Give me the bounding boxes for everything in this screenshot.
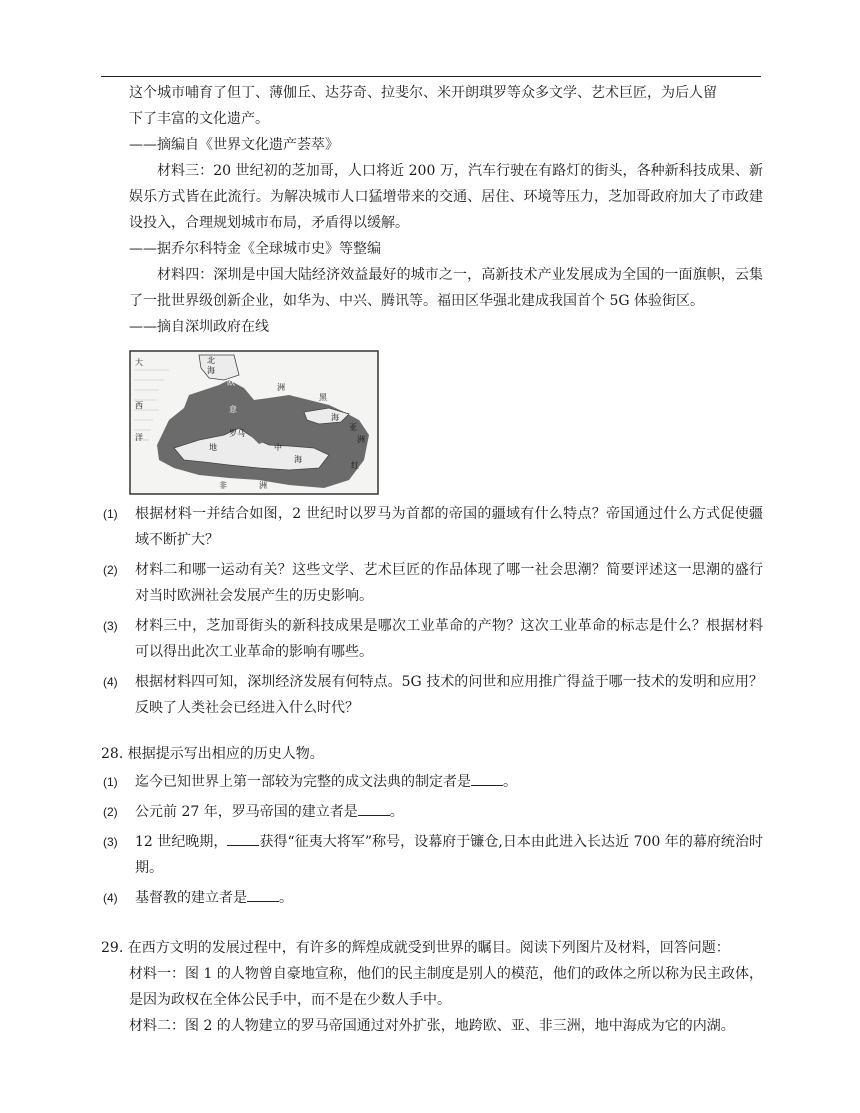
map-label-medi-3: 海	[294, 455, 302, 464]
question-text-after: 。	[503, 774, 517, 790]
map-label-asia-2: 洲	[357, 435, 365, 444]
map-label-rome: 罗马	[229, 429, 245, 438]
question-number: (2)	[103, 805, 118, 819]
question-item	[101, 799, 763, 825]
question-text	[135, 829, 763, 881]
question-item	[101, 557, 763, 609]
question-29-material-2: 材料二：图 2 的人物建立的罗马帝国通过对外扩张，地跨欧、亚、非三洲，地中海成为它的内湖。	[129, 1018, 735, 1034]
question-text-before: 12 世纪晚期，	[135, 834, 228, 850]
roman-empire-map	[129, 350, 379, 495]
question-text	[135, 799, 763, 825]
material-2-source: ——摘编自《世界文化遗产荟萃》	[129, 137, 339, 153]
question-text: 根据材料一并结合如图，2 世纪时以罗马为首都的帝国的疆域有什么特点？帝国通过什么方式促使疆域不断扩大？	[135, 506, 763, 548]
question-29-heading: 29. 在西方文明的发展过程中，有许多的辉煌成就受到世界的瞩目。阅读下列图片及材料，回答问题：	[101, 940, 730, 956]
question-text	[135, 769, 763, 795]
material-3-text: 材料三：20 世纪初的芝加哥，人口将近 200 万，汽车行驶在有路灯的街头，各种新科技成果、新娱乐方式皆在此流行。为解决城市人口猛增带来的交通、居住、环境等压力，芝加哥政府加大了市政建设投入，合理规划城市布局，矛盾得以缓解。	[129, 163, 763, 231]
map-label-asia-1: 亚	[349, 423, 357, 432]
question-28-heading: 28. 根据提示写出相应的历史人物。	[101, 746, 324, 762]
map-label-black-sea: 海	[331, 413, 339, 422]
question-number: (4)	[103, 675, 118, 689]
material-3-source: ——据乔尔科特金《全球城市史》等整编	[129, 241, 381, 257]
material-4-text: 材料四：深圳是中国大陆经济效益最好的城市之一，高新技术产业发展成为全国的一面旗帜，云集了一批世界级创新企业，如华为、中兴、腾讯等。福田区华强北建成我国首个 5G 体验街区。	[129, 267, 763, 309]
map-label-sea: 海	[207, 366, 215, 375]
question-text-after: 。	[389, 804, 404, 820]
map-label-north: 北	[207, 356, 215, 365]
question-item	[101, 769, 763, 795]
map-label-west: 西	[135, 401, 143, 410]
question-28-list	[101, 769, 763, 911]
map-label-europe-1: 欧	[227, 378, 235, 387]
map-label-medi-2: 中	[274, 443, 282, 452]
answer-blank[interactable]	[247, 885, 279, 902]
question-text: 根据材料四可知，深圳经济发展有何特点。5G 技术的问世和应用推广得益于哪一技术的发明和应用？反映了人类社会已经进入什么时代？	[135, 674, 763, 716]
question-number: (1)	[103, 775, 118, 789]
question-text	[135, 885, 763, 911]
document-page	[101, 80, 763, 1039]
map-label-africa-2: 洲	[259, 481, 267, 490]
question-number: (1)	[103, 507, 118, 521]
map-label-black: 黑	[319, 393, 327, 402]
question-number: (3)	[103, 619, 118, 633]
answer-blank[interactable]	[227, 829, 259, 846]
map-label-italy: 意	[229, 405, 237, 414]
question-item	[101, 669, 763, 721]
question-text: 材料三中，芝加哥街头的新科技成果是哪次工业革命的产物？这次工业革命的标志是什么？根据材料可以得出此次工业革命的影响有哪些。	[135, 618, 763, 660]
question-27-list	[101, 501, 763, 721]
question-item	[101, 501, 763, 553]
map-label-africa-1: 非	[219, 481, 227, 490]
material-4-source: ——摘自深圳政府在线	[129, 319, 269, 335]
map-label-europe-2: 洲	[277, 383, 285, 392]
question-item	[101, 829, 763, 881]
map-label-ocean-1: 大	[135, 358, 143, 367]
question-text-before: 迄今已知世界上第一部较为完整的成文法典的制定者是	[135, 774, 471, 790]
map-label-medi-1: 地	[209, 443, 217, 452]
answer-blank[interactable]	[358, 799, 390, 816]
intro-line-1: 这个城市哺育了但丁、薄伽丘、达芬奇、拉斐尔、米开朗琪罗等众多文学、艺术巨匠，为后人留	[129, 85, 717, 101]
question-item	[101, 885, 763, 911]
question-number: (4)	[103, 891, 118, 905]
answer-blank[interactable]	[471, 769, 503, 786]
map-label-red: 红	[351, 461, 359, 470]
question-text: 材料二和哪一运动有关？这些文学、艺术巨匠的作品体现了哪一社会思潮？简要评述这一思潮的盛行对当时欧洲社会发展产生的历史影响。	[135, 562, 763, 604]
question-number: (3)	[103, 835, 118, 849]
question-29-material-1: 材料一：图 1 的人物曾自豪地宣称，他们的民主制度是别人的模范，他们的政体之所以称为民主政体，是因为政权在全体公民手中，而不是在少数人手中。	[129, 966, 763, 1008]
question-number: (2)	[103, 563, 118, 577]
question-item	[101, 613, 763, 665]
question-text-after: 。	[279, 890, 293, 906]
question-text-before: 公元前 27 年，罗马帝国的建立者是	[135, 804, 358, 820]
header-rule	[101, 76, 761, 77]
intro-line-2: 下了丰富的文化遗产。	[129, 111, 269, 127]
question-text-after: 获得“征夷大将军”称号，设幕府于镰仓,日本由此进入长达近 700 年的幕府统治时期。	[135, 834, 763, 876]
map-label-ocean-2: 洋	[135, 433, 143, 442]
question-text-before: 基督教的建立者是	[135, 890, 247, 906]
